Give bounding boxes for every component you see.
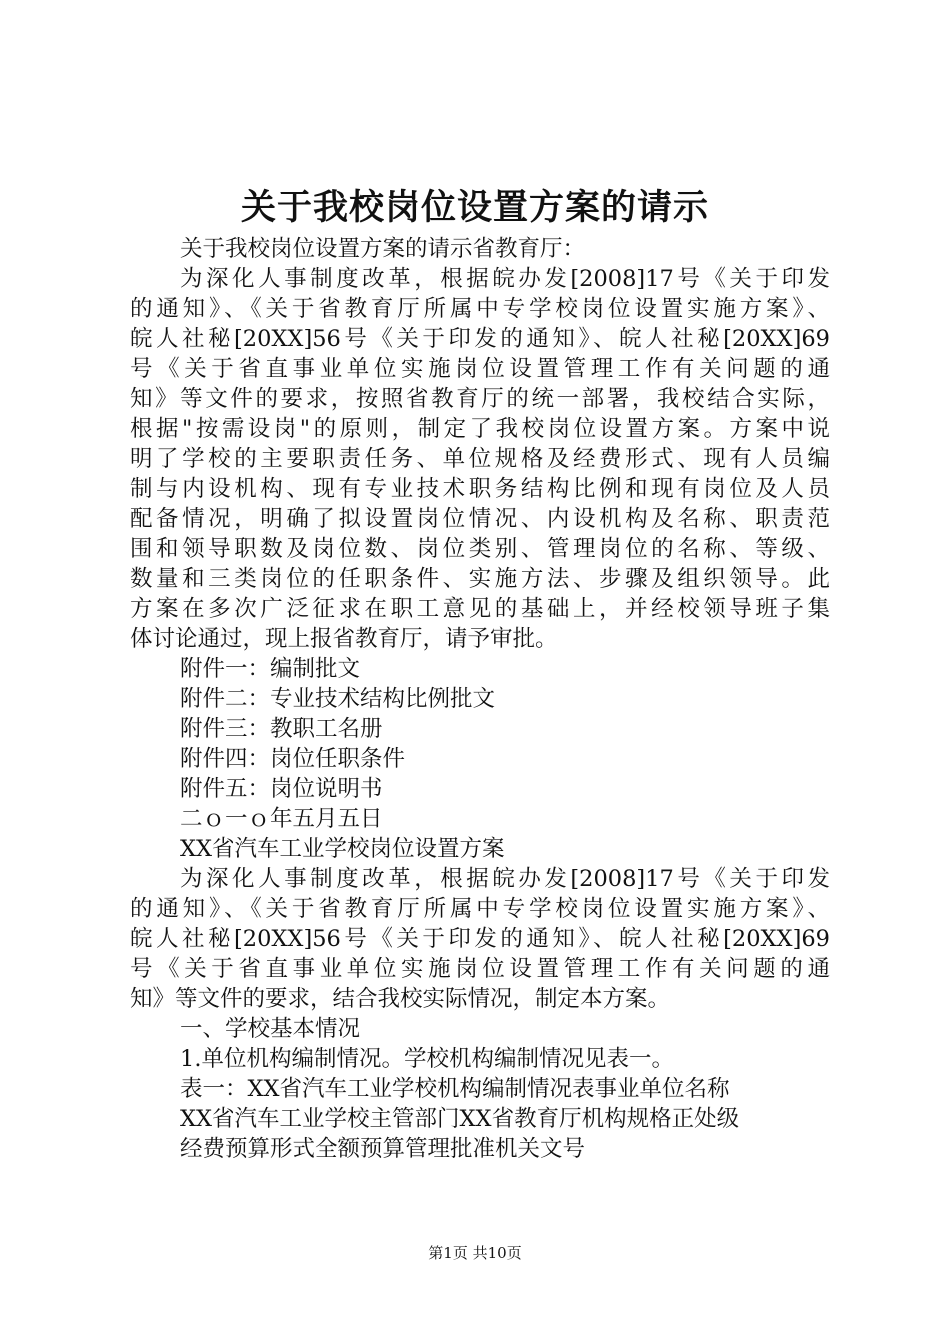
document-title: 关于我校岗位设置方案的请示 (240, 187, 709, 228)
paragraph-line: 号《关于省直事业单位实施岗位设置管理工作有关问题的通 (130, 956, 830, 982)
greeting-line: 关于我校岗位设置方案的请示省教育厅： (180, 236, 586, 262)
paragraph-line: 皖人社秘[20XX]56号《关于印发的通知》、皖人社秘[20XX]69 (130, 926, 830, 952)
paragraph-line: 制与内设机构、现有专业技术职务结构比例和现有岗位及人员 (130, 476, 830, 502)
section-heading: 一、学校基本情况 (180, 1016, 361, 1042)
paragraph-line: 经费预算形式全额预算管理批准机关文号 (180, 1136, 586, 1162)
attachment-item: 附件三：教职工名册 (180, 716, 383, 742)
paragraph-line: 的通知》、《关于省教育厅所属中专学校岗位设置实施方案》、 (130, 896, 830, 922)
paragraph-line: 号《关于省直事业单位实施岗位设置管理工作有关问题的通 (130, 356, 830, 382)
paragraph-line: 1.单位机构编制情况。学校机构编制情况见表一。 (180, 1046, 674, 1072)
page-footer: 第1页 共10页 (428, 1244, 522, 1262)
paragraph-line: 为深化人事制度改革，根据皖办发[2008]17号《关于印发 (180, 866, 830, 892)
paragraph-line: 皖人社秘[20XX]56号《关于印发的通知》、皖人社秘[20XX]69 (130, 326, 830, 352)
date-line: 二ｏ一ｏ年五月五日 (180, 806, 383, 832)
paragraph-line: 配备情况，明确了拟设置岗位情况、内设机构及名称、职责范 (130, 506, 830, 532)
section-title: XX省汽车工业学校岗位设置方案 (180, 836, 505, 862)
paragraph-line: XX省汽车工业学校主管部门XX省教育厅机构规格正处级 (180, 1106, 740, 1132)
paragraph-line: 数量和三类岗位的任职条件、实施方法、步骤及组织领导。此 (130, 566, 830, 592)
attachment-item: 附件四：岗位任职条件 (180, 746, 406, 772)
table-caption: 表一：XX省汽车工业学校机构编制情况表事业单位名称 (180, 1076, 730, 1102)
attachment-item: 附件二：专业技术结构比例批文 (180, 686, 496, 712)
paragraph-line: 方案在多次广泛征求在职工意见的基础上，并经校领导班子集 (130, 596, 830, 622)
attachment-item: 附件一：编制批文 (180, 656, 361, 682)
paragraph-line: 明了学校的主要职责任务、单位规格及经费形式、现有人员编 (130, 446, 830, 472)
document-body (130, 234, 830, 1164)
paragraph-line: 知》等文件的要求，按照省教育厅的统一部署，我校结合实际， (130, 386, 830, 412)
paragraph-line: 的通知》、《关于省教育厅所属中专学校岗位设置实施方案》、 (130, 296, 830, 322)
paragraph-line: 围和领导职数及岗位数、岗位类别、管理岗位的名称、等级、 (130, 536, 830, 562)
attachment-item: 附件五：岗位说明书 (180, 776, 383, 802)
paragraph-line: 为深化人事制度改革，根据皖办发[2008]17号《关于印发 (180, 266, 830, 292)
paragraph-line: 知》等文件的要求，结合我校实际情况，制定本方案。 (130, 986, 671, 1012)
paragraph-line: 体讨论通过，现上报省教育厅，请予审批。 (130, 626, 558, 652)
paragraph-line: 根据"按需设岗"的原则，制定了我校岗位设置方案。方案中说 (130, 416, 830, 442)
